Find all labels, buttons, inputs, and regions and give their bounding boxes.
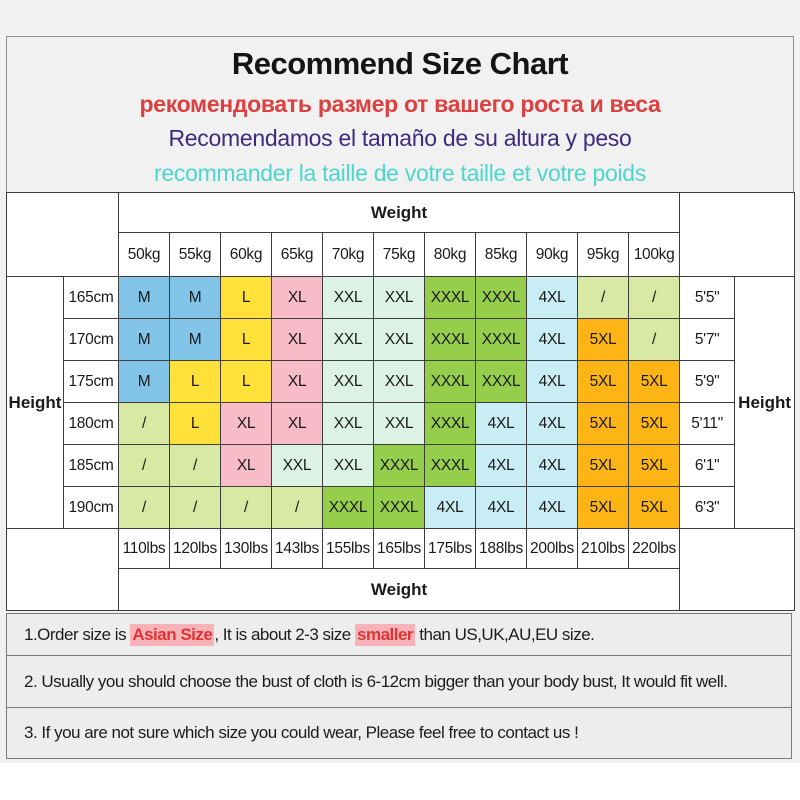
- size-cell: 4XL: [527, 361, 578, 403]
- size-cell: XXXL: [476, 361, 527, 403]
- height-cm-cell: 190cm: [64, 487, 119, 529]
- subtitle-french: recommander la taille de votre taille et votre poids: [154, 160, 646, 186]
- height-cm-cell: 170cm: [64, 319, 119, 361]
- subtitle-russian: рекомендовать размер от вашего роста и веса: [139, 91, 661, 117]
- size-cell: XL: [272, 403, 323, 445]
- size-cell: XXL: [374, 403, 425, 445]
- weight-header-bottom: Weight: [119, 569, 680, 611]
- size-table: [6, 192, 795, 611]
- size-cell: M: [170, 319, 221, 361]
- note-row: [6, 707, 792, 759]
- size-cell: XXXL: [425, 277, 476, 319]
- size-cell: /: [578, 277, 629, 319]
- size-cell: 4XL: [527, 319, 578, 361]
- size-cell: M: [119, 319, 170, 361]
- size-cell: XXXL: [425, 319, 476, 361]
- size-cell: 5XL: [578, 445, 629, 487]
- note-text: 2. Usually you should choose the bust of cloth is 6-12cm bigger than your body bust, It would fit well.: [24, 671, 728, 691]
- size-cell: M: [119, 361, 170, 403]
- kg-cell: 70kg: [323, 233, 374, 277]
- note-emphasis-text: Asian Size: [132, 624, 213, 644]
- size-cell: XL: [221, 403, 272, 445]
- weight-header-top: Weight: [119, 193, 680, 233]
- size-cell: XL: [272, 277, 323, 319]
- size-cell: XXXL: [476, 277, 527, 319]
- size-cell: /: [119, 487, 170, 529]
- note-text: 3. If you are not sure which size you could wear, Please feel free to contact us !: [24, 723, 579, 742]
- page-title: Recommend Size Chart: [231, 46, 569, 81]
- lbs-cell: 143lbs: [272, 529, 323, 569]
- size-cell: 5XL: [629, 487, 680, 529]
- kg-cell: 85kg: [476, 233, 527, 277]
- size-cell: XL: [272, 319, 323, 361]
- size-cell: L: [221, 361, 272, 403]
- kg-cell: 90kg: [527, 233, 578, 277]
- lbs-cell: 110lbs: [119, 529, 170, 569]
- size-cell: XXL: [374, 361, 425, 403]
- lbs-cell: 120lbs: [170, 529, 221, 569]
- size-cell: 5XL: [578, 487, 629, 529]
- size-cell: L: [221, 277, 272, 319]
- size-cell: XXL: [323, 403, 374, 445]
- size-cell: /: [170, 487, 221, 529]
- size-cell: XXXL: [425, 361, 476, 403]
- kg-cell: 50kg: [119, 233, 170, 277]
- height-header-right: Height: [735, 277, 795, 529]
- size-cell: 5XL: [629, 403, 680, 445]
- corner-bottom-right: [680, 529, 795, 611]
- height-ft-cell: 5'11": [680, 403, 735, 445]
- size-cell: XXL: [374, 277, 425, 319]
- kg-cell: 75kg: [374, 233, 425, 277]
- lbs-cell: 165lbs: [374, 529, 425, 569]
- lbs-cell: 175lbs: [425, 529, 476, 569]
- corner-top-right: [680, 193, 795, 277]
- size-cell: M: [119, 277, 170, 319]
- title-box: [6, 36, 794, 193]
- size-cell: 4XL: [425, 487, 476, 529]
- size-cell: /: [629, 277, 680, 319]
- corner-top-left: [7, 193, 119, 277]
- size-cell: XXXL: [323, 487, 374, 529]
- size-cell: /: [119, 403, 170, 445]
- size-cell: 4XL: [527, 277, 578, 319]
- kg-cell: 100kg: [629, 233, 680, 277]
- height-cm-cell: 185cm: [64, 445, 119, 487]
- kg-cell: 95kg: [578, 233, 629, 277]
- size-cell: M: [170, 277, 221, 319]
- height-cm-cell: 165cm: [64, 277, 119, 319]
- note-text: than US,UK,AU,EU size.: [415, 624, 595, 644]
- size-cell: XXXL: [374, 487, 425, 529]
- size-cell: XXXL: [374, 445, 425, 487]
- note-text: , It is about 2-3 size: [214, 624, 355, 644]
- notes-section: [6, 613, 792, 759]
- lbs-cell: 130lbs: [221, 529, 272, 569]
- size-cell: /: [272, 487, 323, 529]
- size-cell: /: [119, 445, 170, 487]
- size-cell: XXL: [272, 445, 323, 487]
- size-cell: XXL: [323, 361, 374, 403]
- kg-cell: 55kg: [170, 233, 221, 277]
- note-emphasis-text: smaller: [357, 624, 414, 644]
- height-ft-cell: 6'1": [680, 445, 735, 487]
- size-cell: XXXL: [425, 445, 476, 487]
- kg-cell: 60kg: [221, 233, 272, 277]
- corner-bottom-left: [7, 529, 119, 611]
- size-cell: /: [170, 445, 221, 487]
- kg-cell: 65kg: [272, 233, 323, 277]
- size-cell: L: [170, 361, 221, 403]
- size-cell: XXXL: [425, 403, 476, 445]
- size-cell: 5XL: [578, 319, 629, 361]
- height-ft-cell: 5'9": [680, 361, 735, 403]
- size-cell: XL: [221, 445, 272, 487]
- note-text: 1.Order size is: [24, 624, 131, 644]
- size-cell: 4XL: [527, 445, 578, 487]
- note-row: [6, 655, 792, 708]
- height-ft-cell: 6'3": [680, 487, 735, 529]
- size-cell: L: [170, 403, 221, 445]
- size-cell: L: [221, 319, 272, 361]
- lbs-cell: 200lbs: [527, 529, 578, 569]
- height-ft-cell: 5'5": [680, 277, 735, 319]
- size-cell: 4XL: [476, 487, 527, 529]
- height-cm-cell: 175cm: [64, 361, 119, 403]
- size-cell: 5XL: [578, 361, 629, 403]
- kg-cell: 80kg: [425, 233, 476, 277]
- size-cell: XXL: [323, 277, 374, 319]
- size-cell: XXL: [323, 319, 374, 361]
- size-cell: XXL: [323, 445, 374, 487]
- size-cell: 4XL: [527, 403, 578, 445]
- lbs-cell: 155lbs: [323, 529, 374, 569]
- size-cell: XXL: [374, 319, 425, 361]
- size-cell: XL: [272, 361, 323, 403]
- size-cell: 5XL: [629, 361, 680, 403]
- lbs-cell: 188lbs: [476, 529, 527, 569]
- size-cell: /: [221, 487, 272, 529]
- size-cell: 4XL: [476, 403, 527, 445]
- size-cell: 4XL: [476, 445, 527, 487]
- size-cell: 5XL: [578, 403, 629, 445]
- size-cell: 4XL: [527, 487, 578, 529]
- size-cell: XXXL: [476, 319, 527, 361]
- lbs-cell: 220lbs: [629, 529, 680, 569]
- height-cm-cell: 180cm: [64, 403, 119, 445]
- note-row: [6, 613, 792, 656]
- subtitle-spanish: Recomendamos el tamaño de su altura y peso: [168, 125, 632, 151]
- size-cell: 5XL: [629, 445, 680, 487]
- height-header-left: Height: [7, 277, 64, 529]
- height-ft-cell: 5'7": [680, 319, 735, 361]
- lbs-cell: 210lbs: [578, 529, 629, 569]
- size-cell: /: [629, 319, 680, 361]
